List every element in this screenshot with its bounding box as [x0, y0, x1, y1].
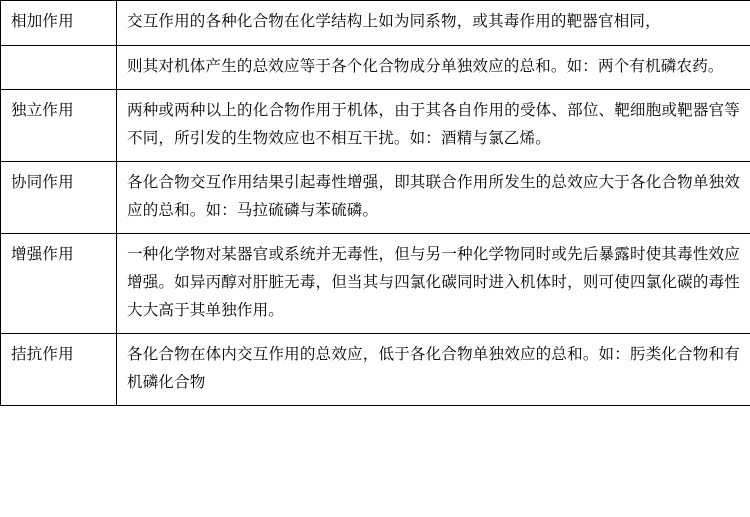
- term-cell: 拮抗作用: [1, 334, 117, 406]
- term-cell: 独立作用: [1, 90, 117, 162]
- term-cell: 增强作用: [1, 234, 117, 334]
- description-cell: [117, 234, 750, 334]
- description-text: 各化合物在体内交互作用的总效应，低于各化合物单独效应的总和。如：肟类化合物和有机磷化合物: [127, 346, 740, 391]
- description-text: 一种化学物对某器官或系统并无毒性，但与另一种化学物同时或先后暴露时使其毒性效应增强。如异丙醇对肝脏无毒，但当其与四氯化碳同时进入机体时，则可使四氯化碳的毒性大大高于其单独作用。: [127, 246, 740, 319]
- description-text: 各化合物交互作用结果引起毒性增强，即其联合作用所发生的总效应大于各化合物单独效应的总和。如：马拉硫磷与苯硫磷。: [127, 174, 740, 219]
- term-cell: 协同作用: [1, 162, 117, 234]
- table-row: [1, 334, 750, 406]
- table-row: [1, 162, 750, 234]
- description-cell: [117, 90, 750, 162]
- description-cell: [117, 162, 750, 234]
- table-row: [1, 234, 750, 334]
- term-cell: 相加作用: [1, 1, 117, 46]
- table-row: [1, 1, 750, 46]
- description-text: 两种或两种以上的化合物作用于机体，由于其各自作用的受体、部位、靶细胞或靶器官等不同，所引发的生物效应也不相互干扰。如：酒精与氯乙烯。: [127, 102, 740, 147]
- table-row: [1, 45, 750, 90]
- table-row: [1, 90, 750, 162]
- description-cell: [117, 1, 750, 46]
- description-text: 则其对机体产生的总效应等于各个化合物成分单独效应的总和。如：两个有机磷农药。: [127, 57, 724, 75]
- description-cell: [117, 45, 750, 90]
- description-text: 交互作用的各种化合物在化学结构上如为同系物，或其毒作用的靶器官相同，: [127, 13, 661, 30]
- term-cell-empty: [1, 45, 117, 90]
- description-cell: [117, 334, 750, 406]
